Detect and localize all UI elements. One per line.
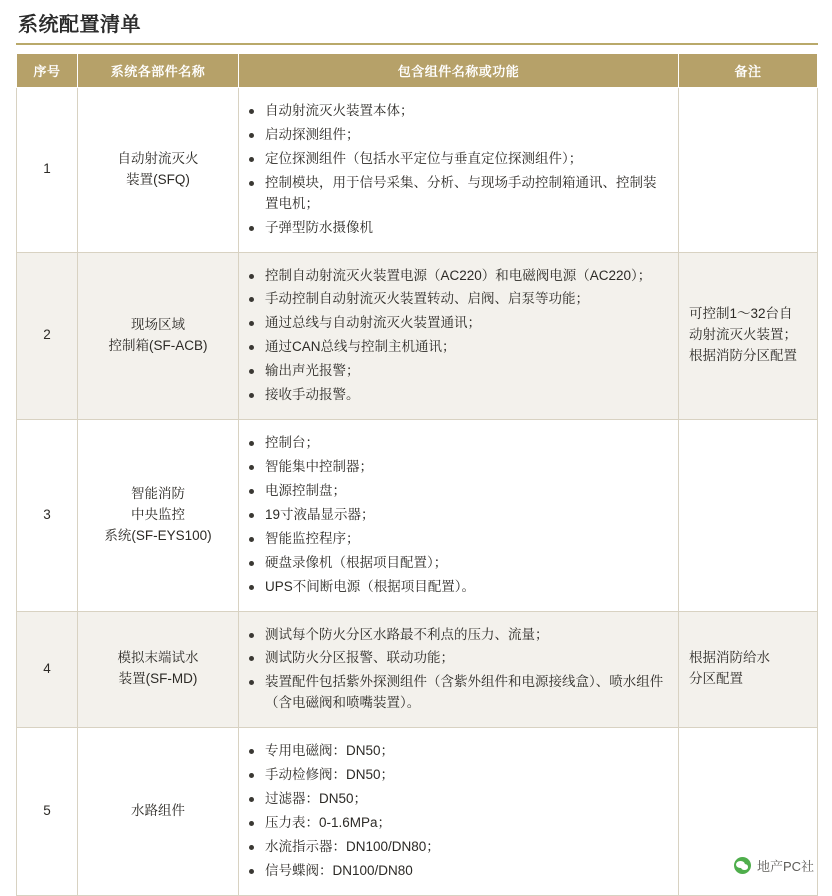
list-item: 手动检修阀：DN50； xyxy=(249,765,668,786)
cell-no: 2 xyxy=(17,252,78,420)
list-item: 控制自动射流灭火装置电源（AC220）和电磁阀电源（AC220）； xyxy=(249,266,668,287)
list-item: 自动射流灭火装置本体； xyxy=(249,101,668,122)
remark-line: 可控制1～32台自 xyxy=(689,306,793,322)
table-row xyxy=(17,252,818,420)
cell-component-name xyxy=(78,611,239,728)
contents-list xyxy=(249,101,668,239)
watermark xyxy=(734,856,814,875)
component-name-line: 控制箱(SF-ACB) xyxy=(108,337,208,353)
table-body xyxy=(17,88,818,896)
cell-no: 3 xyxy=(17,420,78,611)
component-name-line: 模拟末端试水 xyxy=(117,650,199,666)
cell-remark xyxy=(679,88,818,253)
list-item: 接收手动报警。 xyxy=(249,385,668,406)
list-item: 压力表：0-1.6MPa； xyxy=(249,813,668,834)
list-item: 水流指示器：DN100/DN80； xyxy=(249,837,668,858)
cell-contents xyxy=(239,611,679,728)
table-row xyxy=(17,611,818,728)
component-name-line: 中央监控 xyxy=(131,506,185,522)
contents-list xyxy=(249,433,668,597)
remark-line: 根据消防给水 xyxy=(689,650,770,666)
list-item: UPS不间断电源（根据项目配置）。 xyxy=(249,577,668,598)
table-row xyxy=(17,728,818,896)
cell-no: 5 xyxy=(17,728,78,896)
cell-no: 1 xyxy=(17,88,78,253)
list-item: 电源控制盘； xyxy=(249,481,668,502)
list-item: 通过总线与自动射流灭火装置通讯； xyxy=(249,313,668,334)
page-title: 系统配置清单 xyxy=(18,14,141,36)
list-item: 19寸液晶显示器； xyxy=(249,505,668,526)
table-header xyxy=(17,54,818,88)
component-name-line: 水路组件 xyxy=(131,803,185,818)
cell-component-name xyxy=(78,420,239,611)
contents-list xyxy=(249,266,668,407)
cell-remark xyxy=(679,252,818,420)
cell-contents xyxy=(239,252,679,420)
list-item: 装置配件包括紫外探测组件（含紫外组件和电源接线盒）、喷水组件（含电磁阀和喷嘴装置）。 xyxy=(249,672,668,714)
cell-no: 4 xyxy=(17,611,78,728)
table-header-row xyxy=(17,54,818,88)
column-header-component-name: 系统各部件名称 xyxy=(78,54,239,88)
cell-component-name xyxy=(78,88,239,253)
list-item: 输出声光报警； xyxy=(249,361,668,382)
list-item: 智能集中控制器； xyxy=(249,457,668,478)
list-item: 测试每个防火分区水路最不利点的压力、流量； xyxy=(249,625,668,646)
table-row xyxy=(17,88,818,253)
list-item: 专用电磁阀：DN50； xyxy=(249,741,668,762)
remark-line: 动射流灭火装置； xyxy=(689,327,797,343)
contents-list xyxy=(249,625,668,715)
list-item: 启动探测组件； xyxy=(249,125,668,146)
component-name-line: 自动射流灭火 xyxy=(117,150,199,166)
component-name-line: 现场区域 xyxy=(131,316,185,332)
cell-contents xyxy=(239,728,679,896)
list-item: 通过CAN总线与控制主机通讯； xyxy=(249,337,668,358)
list-item: 智能监控程序； xyxy=(249,529,668,550)
watermark-label: 地产PC社 xyxy=(756,859,814,874)
title-divider xyxy=(16,43,818,45)
list-item: 硬盘录像机（根据项目配置）； xyxy=(249,553,668,574)
wechat-icon xyxy=(734,857,751,874)
list-item: 控制模块，用于信号采集、分析、与现场手动控制箱通讯、控制装置电机； xyxy=(249,173,668,215)
cell-contents xyxy=(239,88,679,253)
component-name-line: 装置(SF-MD) xyxy=(118,671,198,687)
list-item: 定位探测组件（包括水平定位与垂直定位探测组件）； xyxy=(249,149,668,170)
list-item: 过滤器：DN50； xyxy=(249,789,668,810)
list-item: 测试防火分区报警、联动功能； xyxy=(249,648,668,669)
remark-line: 分区配置 xyxy=(689,671,743,687)
list-item: 子弹型防水摄像机 xyxy=(249,218,668,239)
cell-contents xyxy=(239,420,679,611)
list-item: 信号蝶阀：DN100/DN80 xyxy=(249,861,668,882)
contents-list xyxy=(249,741,668,882)
table-row xyxy=(17,420,818,611)
cell-remark xyxy=(679,611,818,728)
column-header-contents: 包含组件名称或功能 xyxy=(239,54,679,88)
list-item: 手动控制自动射流灭火装置转动、启阀、启泵等功能； xyxy=(249,289,668,310)
cell-remark xyxy=(679,420,818,611)
cell-component-name xyxy=(78,728,239,896)
component-name-line: 智能消防 xyxy=(131,485,185,501)
system-configuration-table xyxy=(16,53,818,896)
remark-line: 根据消防分区配置 xyxy=(689,348,797,364)
list-item: 控制台； xyxy=(249,433,668,454)
column-header-no: 序号 xyxy=(17,54,78,88)
column-header-remark: 备注 xyxy=(679,54,818,88)
component-name-line: 系统(SF-EYS100) xyxy=(104,527,212,543)
component-name-line: 装置(SFQ) xyxy=(126,171,190,187)
cell-component-name xyxy=(78,252,239,420)
